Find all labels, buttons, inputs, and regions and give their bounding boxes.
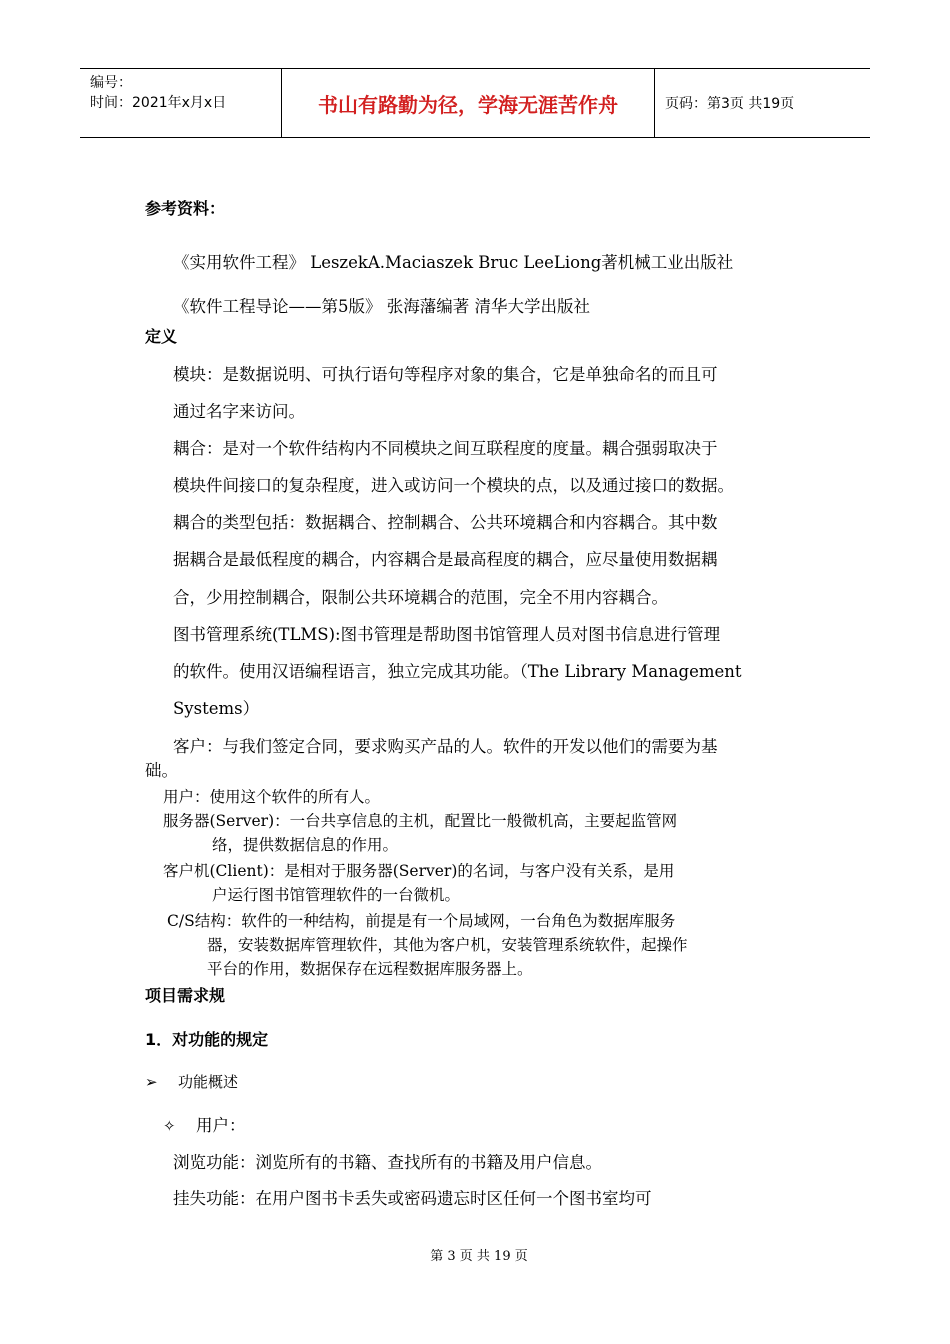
requirement-line: 浏览功能：浏览所有的书籍、查找所有的书籍及用户信息。 [173, 1153, 602, 1172]
definition-line: 客户：与我们签定合同，要求购买产品的人。软件的开发以他们的需要为基 [173, 737, 718, 756]
page-header [80, 68, 870, 138]
definition-line: 耦合的类型包括：数据耦合、控制耦合、公共环境耦合和内容耦合。其中数 [173, 513, 718, 532]
reference-item: 《软件工程导论——第5版》 张海藩编著 清华大学出版社 [173, 297, 590, 316]
motto-text: 书山有路勤为径，学海无涯苦作舟 [318, 92, 618, 117]
definition-line: 合，少用控制耦合，限制公共环境耦合的范围，完全不用内容耦合。 [173, 588, 668, 607]
page-info: 页码：第3页 共19页 [665, 96, 795, 112]
header-motto-cell [282, 69, 655, 137]
date-label: 时间：2021年x月x日 [90, 95, 227, 111]
arrow-bullet-icon: ➢ [145, 1073, 158, 1091]
definition-line: 模块件间接口的复杂程度，进入或访问一个模块的点，以及通过接口的数据。 [173, 476, 734, 495]
definition-line: 图书管理系统(TLMS):图书管理是帮助图书馆管理人员对图书信息进行管理 [173, 625, 721, 644]
definition-line: 平台的作用，数据保存在远程数据库服务器上。 [207, 960, 533, 978]
diamond-bullet-icon: ✧ [163, 1117, 176, 1135]
definition-line: 耦合：是对一个软件结构内不同模块之间互联程度的度量。耦合强弱取决于 [173, 439, 718, 458]
header-meta-cell [80, 69, 282, 137]
definition-line: 客户机(Client)：是相对于服务器(Server)的名词，与客户没有关系，是用 [163, 862, 675, 880]
bullet-function-overview: 功能概述 [178, 1073, 239, 1091]
definition-line: 络，提供数据信息的作用。 [212, 836, 399, 854]
requirements-heading: 项目需求规 [145, 986, 226, 1005]
definition-line: 用户：使用这个软件的所有人。 [163, 788, 381, 806]
definition-line: 础。 [145, 761, 178, 780]
definition-line: 器，安装数据库管理软件，其他为客户机，安装管理系统软件，起操作 [207, 936, 688, 954]
bullet-user: 用户： [196, 1116, 246, 1135]
requirement-line: 挂失功能：在用户图书卡丢失或密码遗忘时区任何一个图书室均可 [173, 1189, 652, 1208]
footer-page-number: 第 3 页 共 19 页 [430, 1249, 528, 1264]
functions-subheading: 1．对功能的规定 [145, 1030, 269, 1049]
definition-line: 服务器(Server)：一台共享信息的主机，配置比一般微机高，主要起监管网 [163, 812, 678, 830]
definitions-heading: 定义 [145, 327, 178, 346]
references-heading: 参考资料： [145, 199, 226, 218]
definition-line: Systems） [173, 699, 260, 718]
code-label: 编号： [90, 75, 132, 91]
page-footer [0, 1245, 950, 1264]
reference-item: 《实用软件工程》 LeszekA.Maciaszek Bruc LeeLiong著机械工业出版社 [173, 253, 734, 272]
definition-line: 的软件。使用汉语编程语言，独立完成其功能。（The Library Management [173, 662, 742, 681]
header-page-cell [655, 69, 870, 137]
definition-line: 据耦合是最低程度的耦合，内容耦合是最高程度的耦合，应尽量使用数据耦 [173, 550, 718, 569]
definition-line: 户运行图书馆管理软件的一台微机。 [212, 886, 461, 904]
definition-line: C/S结构：软件的一种结构，前提是有一个局域网，一台角色为数据库服务 [167, 912, 676, 930]
definition-line: 通过名字来访问。 [173, 402, 305, 421]
definition-line: 模块：是数据说明、可执行语句等程序对象的集合，它是单独命名的而且可 [173, 365, 718, 384]
